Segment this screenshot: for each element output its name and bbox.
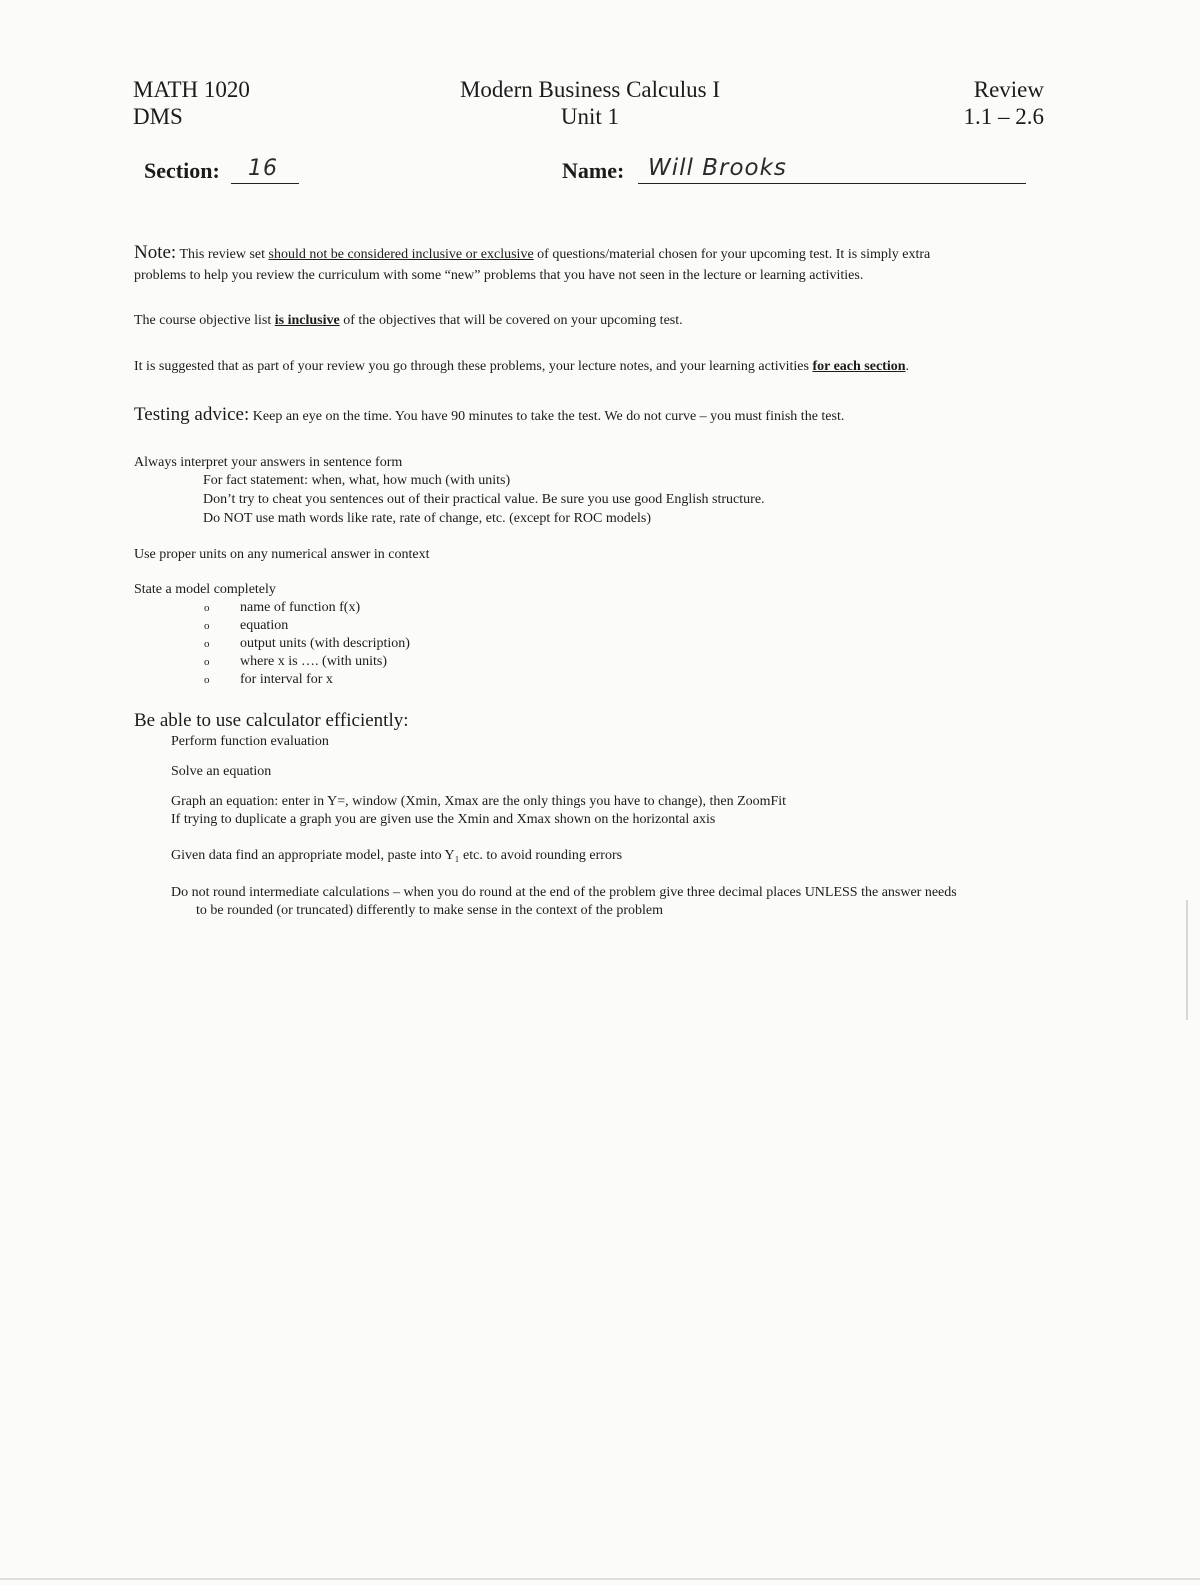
testing-advice: Testing advice: Keep an eye on the time. You have 90 minutes to take the test. We do not curve – you must finish the test. [134, 404, 845, 425]
calculator-item-graph-note: If trying to duplicate a graph you are given use the Xmin and Xmax shown on the horizontal axis [171, 812, 716, 827]
bullet-icon: o [204, 602, 210, 614]
calculator-item-rounding-cont: to be rounded (or truncated) differently to make sense in the context of the problem [196, 903, 664, 918]
note-label: Note: [134, 242, 177, 263]
testing-advice-label: Testing advice: [134, 404, 250, 425]
calculator-item-model: Given data find an appropriate model, paste into Y₁ etc. to avoid rounding errors [171, 848, 623, 863]
scan-edge-mark [1186, 900, 1188, 1020]
section-range: 1.1 – 2.6 [963, 104, 1044, 129]
unit-label: Unit 1 [560, 104, 620, 129]
calculator-item-solve: Solve an equation [171, 764, 272, 779]
department: DMS [133, 104, 183, 129]
list-item: o output units (with description) [204, 636, 410, 651]
name-label: Name: [562, 158, 625, 183]
interpret-heading: Always interpret your answers in sentence form [134, 455, 403, 470]
objectives-emphasis: is inclusive [274, 313, 340, 328]
note-underlined-text: should not be considered inclusive or exclusive [268, 247, 534, 262]
interpret-line-1: For fact statement: when, what, how much (with units) [203, 473, 511, 488]
calculator-item-evaluate: Perform function evaluation [171, 734, 329, 749]
bullet-icon: o [204, 620, 210, 632]
suggestion-emphasis: for each section [812, 359, 906, 374]
list-item: o equation [204, 618, 289, 633]
course-title: Modern Business Calculus I [459, 77, 720, 102]
doc-type: Review [973, 77, 1044, 102]
section-label: Section: [144, 158, 220, 183]
units-statement: Use proper units on any numerical answer in context [134, 547, 430, 562]
note-paragraph-line2: problems to help you review the curriculum with some “new” problems that you have not seen in the lecture or learning activities. [134, 268, 864, 283]
model-heading: State a model completely [134, 582, 276, 597]
scan-bottom-edge [0, 1578, 1200, 1580]
list-item: o for interval for x [204, 672, 333, 687]
list-item: o name of function f(x) [204, 600, 361, 615]
name-handwritten-value: Will Brooks [648, 155, 787, 181]
list-item: o where x is …. (with units) [204, 654, 387, 669]
interpret-line-3: Do NOT use math words like rate, rate of change, etc. (except for ROC models) [203, 511, 651, 526]
calculator-heading: Be able to use calculator efficiently: [134, 710, 409, 731]
interpret-line-2: Don’t try to cheat you sentences out of their practical value. Be sure you use good English structure. [203, 492, 765, 507]
calculator-item-rounding: Do not round intermediate calculations – when you do round at the end of the problem give three decimal places UNLESS the answer needs [171, 885, 957, 900]
model-checklist [204, 599, 604, 689]
note-paragraph-line1: Note: This review set should not be considered inclusive or exclusive of questions/material chosen for your upcoming test. It is simply extra [134, 242, 931, 263]
name-field-line [638, 183, 1026, 184]
section-field-line [231, 183, 299, 184]
course-code: MATH 1020 [133, 77, 250, 102]
objectives-statement: The course objective list is inclusive of the objectives that will be covered on your upcoming test. [134, 313, 683, 328]
suggestion-statement: It is suggested that as part of your review you go through these problems, your lecture notes, and your learning activities for each section. [134, 359, 910, 374]
bullet-icon: o [204, 656, 210, 668]
bullet-icon: o [204, 674, 210, 686]
bullet-icon: o [204, 638, 210, 650]
section-handwritten-value: 16 [248, 156, 278, 181]
calculator-item-graph: Graph an equation: enter in Y=, window (Xmin, Xmax are the only things you have to change), then ZoomFit [171, 794, 787, 809]
